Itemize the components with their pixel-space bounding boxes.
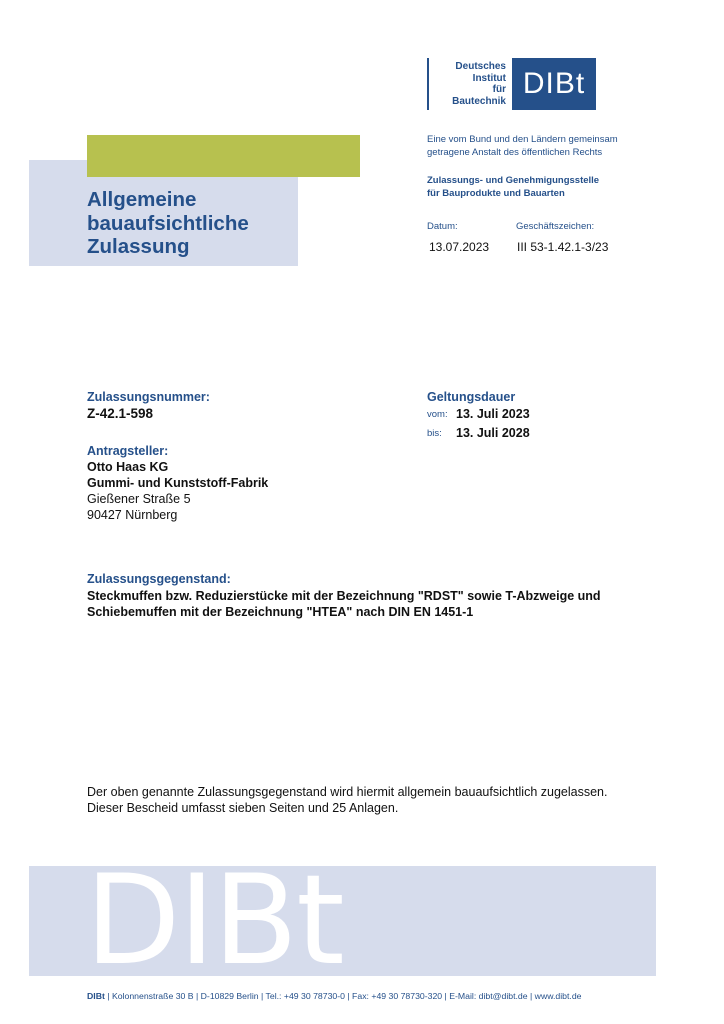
title-line-2: bauaufsichtliche bbox=[87, 211, 249, 235]
office-line-1: Zulassungs- und Genehmigungsstelle bbox=[427, 175, 600, 186]
title-line-1: Allgemeine bbox=[87, 188, 197, 211]
agency-line-1: Eine vom Bund und den Ländern gemeinsam bbox=[427, 134, 618, 145]
statement-line-1: Der oben genannte Zulassungsgegenstand wird hiermit allgemein bauaufsichtlich zugelassen. bbox=[87, 785, 608, 799]
title-line-3: Zulassung bbox=[87, 235, 190, 258]
logo-line-3: für bbox=[492, 84, 506, 95]
footer-address: | Kolonnenstraße 30 B | D-10829 Berlin | Tel.: +49 30 78730-0 | Fax: +49 30 78730-320 | E-Mail: dibt@dibt.de | www.dibt.de bbox=[104, 991, 582, 1001]
title-accent-bar bbox=[87, 135, 360, 177]
footer-watermark: DIBt bbox=[85, 866, 343, 976]
logo-mark: DIBt bbox=[512, 58, 596, 110]
footer-org: DIBt bbox=[87, 991, 105, 1001]
subject-line-1: Steckmuffen bzw. Reduzierstücke mit der Bezeichnung "RDST" sowie T-Abzweige und bbox=[87, 589, 601, 603]
valid-from-label: vom: bbox=[427, 409, 448, 420]
subject-label: Zulassungsgegenstand: bbox=[87, 572, 231, 586]
footer-contact bbox=[87, 991, 582, 1001]
logo-line-4: Bautechnik bbox=[452, 95, 506, 107]
office-line-2: für Bauprodukte und Bauarten bbox=[427, 188, 565, 199]
logo-line-1: Deutsches bbox=[455, 61, 506, 72]
statement-line-2: Dieser Bescheid umfasst sieben Seiten und 25 Anlagen. bbox=[87, 801, 399, 815]
applicant-city: 90427 Nürnberg bbox=[87, 508, 178, 522]
footer-band bbox=[29, 866, 656, 976]
approval-number-label: Zulassungsnummer: bbox=[87, 390, 210, 404]
valid-to-label: bis: bbox=[427, 428, 442, 439]
subject-line-2: Schiebemuffen mit der Bezeichnung "HTEA" nach DIN EN 1451-1 bbox=[87, 605, 474, 619]
applicant-label: Antragsteller: bbox=[87, 444, 169, 458]
applicant-name-1: Otto Haas KG bbox=[87, 460, 169, 474]
date-value: 13.07.2023 bbox=[429, 240, 490, 254]
applicant-street: Gießener Straße 5 bbox=[87, 492, 191, 506]
logo-wordmark bbox=[433, 61, 506, 107]
valid-from-value: 13. Juli 2023 bbox=[456, 407, 530, 421]
valid-to-value: 13. Juli 2028 bbox=[456, 426, 530, 440]
document-title bbox=[87, 188, 249, 259]
agency-line-2: getragene Anstalt des öffentlichen Rechts bbox=[427, 147, 603, 158]
reference-label: Geschäftszeichen: bbox=[516, 221, 595, 232]
logo-rule bbox=[427, 58, 429, 110]
approval-number-value: Z-42.1-598 bbox=[87, 406, 154, 421]
reference-value: III 53-1.42.1-3/23 bbox=[517, 240, 609, 254]
validity-label: Geltungsdauer bbox=[427, 390, 516, 404]
applicant-name-2: Gummi- und Kunststoff-Fabrik bbox=[87, 476, 269, 490]
date-label: Datum: bbox=[427, 221, 458, 232]
logo-line-2: Institut bbox=[472, 72, 506, 84]
